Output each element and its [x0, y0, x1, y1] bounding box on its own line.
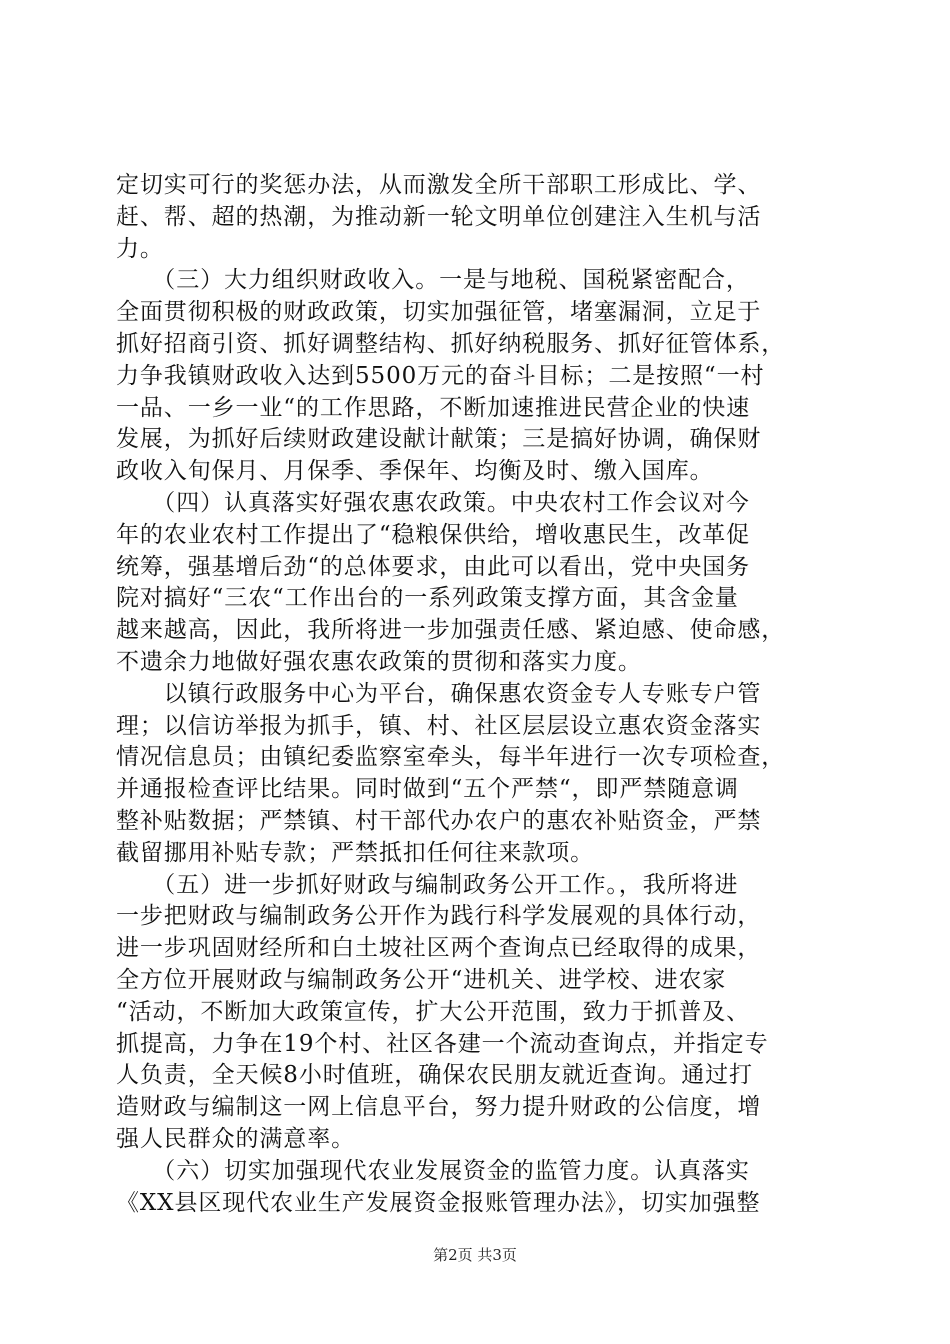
- text-line: 全方位开展财政与编制政务公开“进机关、进学校、进农家: [116, 966, 727, 993]
- text-line: 以镇行政服务中心为平台，确保惠农资金专人专账专户管: [116, 680, 762, 707]
- text-line: 不遗余力地做好强农惠农政策的贯彻和落实力度。: [116, 648, 642, 675]
- text-line: 定切实可行的奖惩办法，从而激发全所干部职工形成比、学、: [116, 172, 762, 198]
- text-line: 统筹，强基增后劲“的总体要求，由此可以看出，党中央国务: [116, 553, 751, 580]
- text-line: （三）大力组织财政收入。一是与地税、国税紧密配合，: [116, 267, 750, 294]
- text-line: 一步把财政与编制政务公开作为践行科学发展观的具体行动，: [116, 903, 762, 930]
- text-line: 截留挪用补贴专款；严禁抵扣任何往来款项。: [116, 839, 594, 866]
- text-line: 力。: [116, 235, 164, 262]
- text-line: 赶、帮、超的热潮，为推动新一轮文明单位创建注入生机与活: [116, 203, 762, 230]
- text-line: 《XX县区现代农业生产发展资金报账管理办法》，切实加强整: [116, 1189, 761, 1216]
- text-line: 并通报检查评比结果。同时做到“五个严禁“，即严禁随意调: [116, 776, 739, 803]
- text-line: 人负责，全天候8小时值班，确保农民朋友就近查询。通过打: [116, 1062, 753, 1089]
- text-line: 年的农业农村工作提出了“稳粮保供给，增收惠民生，改革促: [116, 521, 751, 548]
- text-line: 理；以信访举报为抓手，镇、村、社区层层设立惠农资金落实: [116, 712, 762, 739]
- text-line: 发展，为抓好后续财政建设献计献策；三是搞好协调，确保财: [116, 426, 762, 453]
- text-line: 整补贴数据；严禁镇、村干部代办农户的惠农补贴资金，严禁: [116, 807, 762, 834]
- text-line: 强人民群众的满意率。: [116, 1125, 355, 1152]
- text-line: “活动，不断加大政策宣传，扩大公开范围，致力于抓普及、: [116, 998, 751, 1025]
- text-line: 情况信息员；由镇纪委监察室牵头，每半年进行一次专项检查，: [116, 744, 786, 771]
- text-line: 抓提高，力争在19个村、社区各建一个流动查询点，并指定专: [116, 1030, 769, 1057]
- text-line: 造财政与编制这一网上信息平台，努力提升财政的公信度，增: [116, 1094, 762, 1121]
- text-line: 一品、一乡一业“的工作思路，不断加速推进民营企业的快速: [116, 394, 751, 421]
- text-line: 力争我镇财政收入达到5500万元的奋斗目标；二是按照“一村: [116, 362, 765, 389]
- text-line: （五）进一步抓好财政与编制政务公开工作。，我所将进: [116, 871, 739, 898]
- text-line: 越来越高，因此，我所将进一步加强责任感、紧迫感、使命感，: [116, 617, 786, 644]
- text-line: 政收入旬保月、月保季、季保年、均衡及时、缴入国库。: [116, 458, 714, 485]
- page-number-footer: 第2页 共3页: [433, 1246, 517, 1264]
- text-line: 全面贯彻积极的财政政策，切实加强征管，堵塞漏洞，立足于: [116, 299, 762, 326]
- text-line: 院对搞好“三农“工作出台的一系列政策支撑方面，其含金量: [116, 585, 739, 612]
- document-body: [116, 170, 836, 1219]
- text-line: 抓好招商引资、抓好调整结构、抓好纳税服务、抓好征管体系，: [116, 330, 786, 357]
- text-line: （六）切实加强现代农业发展资金的监管力度。认真落实: [116, 1157, 750, 1184]
- text-line: 进一步巩固财经所和白土坡社区两个查询点已经取得的成果，: [116, 935, 762, 962]
- text-line: （四）认真落实好强农惠农政策。中央农村工作会议对今: [116, 489, 750, 516]
